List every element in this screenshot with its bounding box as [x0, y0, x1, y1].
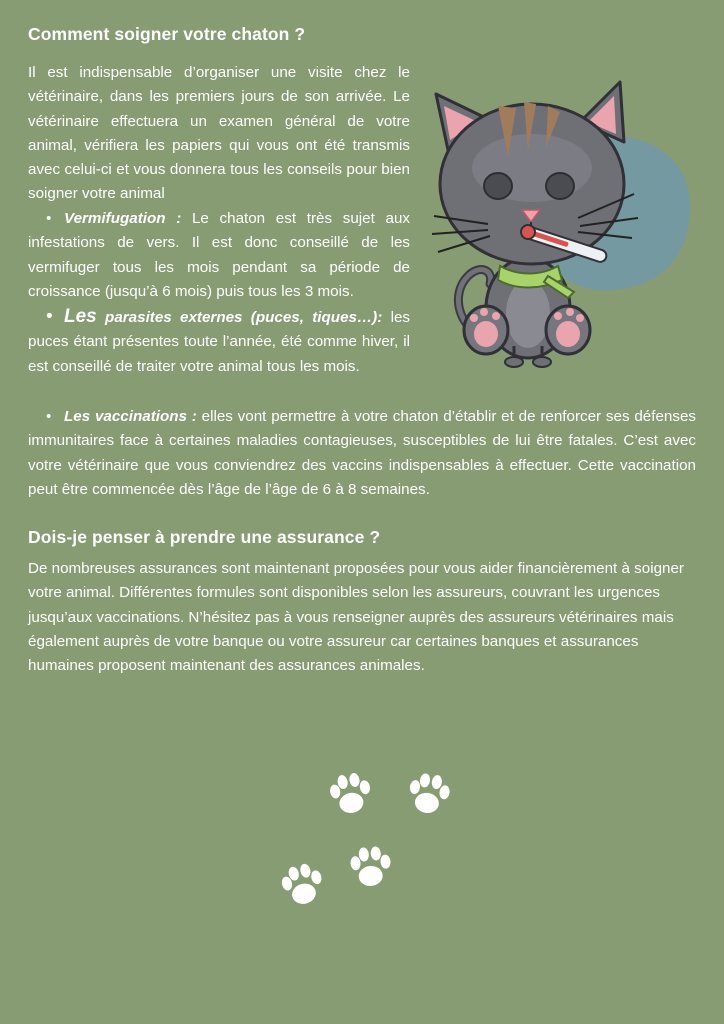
bullet-lead: Vermifugation :	[64, 210, 182, 227]
paw-print	[278, 861, 326, 909]
bullet-text: elles vont permettre à votre chaton d’établir et de renforcer ses défenses immunitaires face à certaines maladies contagieuses, susceptibles de lui être fatales. C’est avec votre vétérinaire que vous conviendrez des vaccins indispensables à effectuer. Cette vaccination peut être commencée dès l’âge de l’âge de 6 à 8 semaines.	[28, 408, 696, 498]
bullet-marker: •	[46, 306, 53, 327]
bullet-marker: •	[46, 210, 52, 227]
section-title-care: Comment soigner votre chaton ?	[28, 24, 306, 44]
bullet-deworming	[28, 207, 410, 304]
sick-kitten-illustration	[428, 76, 692, 370]
cat-left-eye	[484, 173, 512, 199]
bullet-lead: Les vaccinations :	[64, 408, 197, 425]
bullet-external-parasites	[28, 305, 410, 379]
bullet-vaccinations	[28, 405, 696, 502]
bullet-text: Le chaton est très sujet aux infestations de vers. Il est donc conseillé de les vermifuger tous les mois pendant sa période de croissance (jusqu’à 6 mois) puis tous les 3 mois.	[28, 210, 410, 300]
intro-paragraph: Il est indispensable d’organiser une visite chez le vétérinaire, dans les premiers jours de son arrivée. Le vétérinaire effectuera un examen général de votre animal, vérifiera les papiers qui vous ont été transmis avec celui-ci et vous donnera tous les conseils pour bien soigner votre animal	[28, 64, 410, 203]
bullet-text: les puces étant présentes toute l’année, été comme hiver, il est conseillé de traiter votre animal tous les mois.	[28, 309, 410, 375]
bullet-lead: parasites externes (puces, tiques…):	[96, 309, 383, 326]
insurance-paragraph: De nombreuses assurances sont maintenant proposées pour vous aider financièrement à soigner votre animal. Différentes formules sont disponibles selon les assureurs, couvrant les urgences jusqu’aux vaccinations. N’hésitez pas à vous renseigner auprès des assureurs vétérinaires mais également auprès de votre banque ou votre assureur car certaines banques et assurances humaines proposent maintenant des assurances animales.	[28, 560, 684, 675]
paw-print	[328, 771, 374, 816]
bullet-marker: •	[46, 408, 52, 425]
paw-print	[407, 772, 452, 816]
cat-right-eye	[546, 173, 574, 199]
section-title-insurance: Dois-je penser à prendre une assurance ?	[28, 527, 381, 547]
paw-prints-icon	[270, 760, 470, 920]
bullet-lead-big: Les	[64, 306, 97, 327]
paw-print	[349, 845, 392, 887]
